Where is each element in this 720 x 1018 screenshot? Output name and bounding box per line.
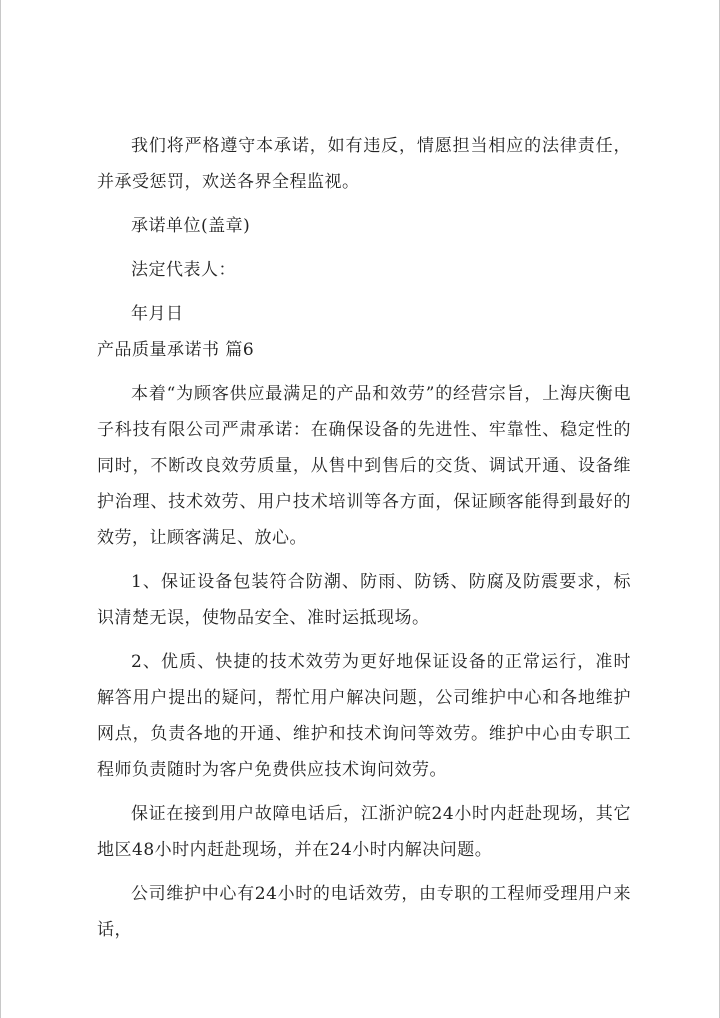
- paragraph-service-center: 公司维护中心有24小时的电话效劳，由专职的工程师受理用户来话，: [97, 884, 631, 940]
- paragraph-date: 年月日: [131, 304, 184, 324]
- paragraph-legal-representative: 法定代表人：: [131, 260, 236, 280]
- section-heading: 产品质量承诺书 篇6: [97, 340, 255, 360]
- paragraph-intro: 本着“为顾客供应最满足的产品和效劳”的经营宗旨，上海庆衡电子科技有限公司严肃承诺：在确保设备的先进性、牢靠性、稳定性的同时，不断改良效劳质量，从售中到售后的交货、调试开通、设备维护治理、技术效劳、用户技术培训等各方面，保证顾客能得到最好的效劳，让顾客满足、放心。: [97, 384, 631, 548]
- paragraph-response-time: 保证在接到用户故障电话后，江浙沪皖24小时内赶赴现场，其它地区48小时内赶赴现场，并在24小时内解决问题。: [97, 804, 631, 860]
- paragraph-item-1: 1、保证设备包装符合防潮、防雨、防锈、防腐及防震要求，标识清楚无误，使物品安全、准时运抵现场。: [97, 572, 631, 628]
- paragraph-item-2: 2、优质、快捷的技术效劳为更好地保证设备的正常运行，准时解答用户提出的疑问，帮忙用户解决问题，公司维护中心和各地维护网点，负责各地的开通、维护和技术询问等效劳。维护中心由专职工程师负责随时为客户免费供应技术询问效劳。: [97, 652, 631, 780]
- document-body: [97, 128, 631, 948]
- paragraph-committing-unit: 承诺单位(盖章): [131, 216, 251, 236]
- paragraph-commitment-closing: 我们将严格遵守本承诺，如有违反，情愿担当相应的法律责任，并承受惩罚，欢送各界全程监视。: [97, 136, 631, 192]
